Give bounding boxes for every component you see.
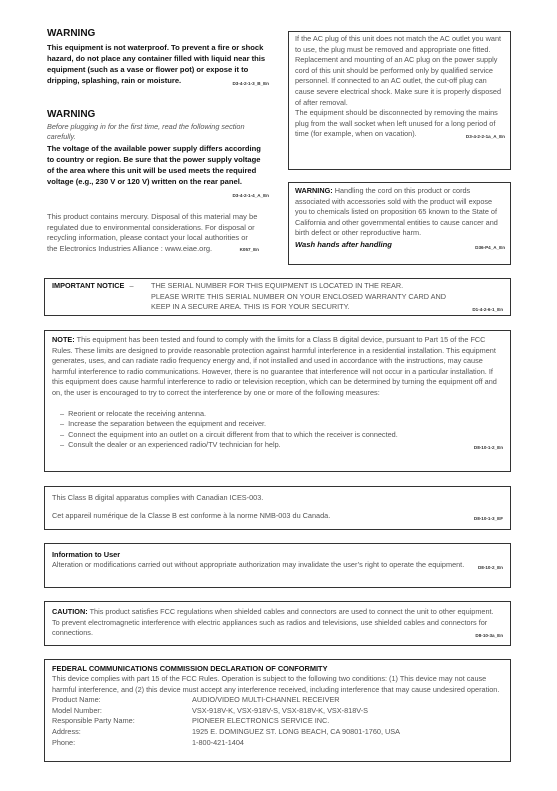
notice-line: THE SERIAL NUMBER FOR THIS EQUIPMENT IS LOCATED IN THE REAR. bbox=[151, 281, 404, 290]
doc-code: D8-10-1-3_EF bbox=[473, 516, 503, 522]
doc-code: D3-4-2-1-3_B_En bbox=[232, 81, 269, 86]
notice-dash: – bbox=[129, 281, 134, 290]
info-user-text: Alteration or modifications carried out without appropriate authorization may invalidate the user’s right to operate the equipment. D8-10-2_En bbox=[52, 560, 503, 571]
row-label: Phone: bbox=[52, 737, 76, 747]
notice-label-wrap bbox=[52, 281, 151, 316]
cord-warning-box bbox=[288, 182, 511, 265]
row-label: Address: bbox=[52, 726, 81, 736]
fcc-declaration-box bbox=[44, 659, 511, 762]
row-value: AUDIO/VIDEO MULTI-CHANNEL RECEIVER bbox=[192, 695, 340, 705]
doc-code: D1-4-2-6-1_En bbox=[472, 307, 503, 313]
doc-code: D3-4-2-2-1a_A_En bbox=[465, 134, 505, 140]
caution-box bbox=[44, 601, 511, 646]
list-item: – Consult the dealer or an experienced radio/TV technician for help. D8-10-1-2_En bbox=[60, 440, 503, 451]
caution-text: CAUTION: This product satisfies FCC regulations when shielded cables and connectors are used to connect the unit to other equipment. To prevent electromagnetic interference with electric appliances such as radios and televisions, use shielded cables and connectors for connections. D8-10-3a_En bbox=[52, 607, 503, 639]
doc-code: K057_En bbox=[239, 246, 259, 252]
caution-label: CAUTION: bbox=[52, 607, 88, 616]
doc-code: D8-10-2_En bbox=[477, 565, 503, 570]
doc-code: D8-10-3a_En bbox=[475, 633, 503, 639]
list-item: – Connect the equipment into an outlet on a circuit different from that to which the receiver is connected. bbox=[60, 430, 503, 441]
row-label: Product Name: bbox=[52, 695, 101, 705]
warning-waterproof-text: This equipment is not waterproof. To prevent a fire or shock hazard, do not place any container filled with liquid near this equipment (such as a vase or flower pot) or expose it to dripping, splashing, rain or moisture. D3-4-2-1-3_B_En bbox=[47, 42, 269, 86]
warning-waterproof-section bbox=[47, 28, 269, 89]
row-value: 1925 E. DOMINGUEZ ST. LONG BEACH, CA 90801-1760, USA bbox=[192, 726, 401, 736]
ac-plug-box bbox=[288, 31, 511, 170]
doc-code: D8-10-1-2_En bbox=[473, 445, 503, 451]
fcc-measures-list bbox=[52, 409, 503, 451]
fcc-note-label: NOTE: bbox=[52, 335, 75, 344]
warning-title: WARNING bbox=[47, 28, 96, 39]
table-row bbox=[52, 727, 503, 738]
row-value: PIONEER ELECTRONICS SERVICE INC. bbox=[192, 716, 330, 726]
canada-fr: Cet appareil numérique de la Classe B est conforme à la norme NMB-003 du Canada. D8-10-1-3_EF bbox=[52, 511, 503, 521]
important-notice-box bbox=[44, 278, 511, 316]
mercury-notice: This product contains mercury. Disposal of this material may be regulated due to environmental considerations. For disposal or recycling information, please contact your local authorities or the Electronics Industries Alliance : www.eiae.org. K057_En bbox=[47, 212, 259, 255]
canada-box bbox=[44, 486, 511, 530]
doc-code: D36-P4_A_En bbox=[475, 244, 505, 250]
table-row bbox=[52, 706, 503, 717]
notice-lines bbox=[151, 281, 503, 316]
wash-hands-line: Wash hands after handling D36-P4_A_En bbox=[295, 239, 505, 250]
cord-warning-label: WARNING: bbox=[295, 186, 333, 195]
notice-line: KEEP IN A SECURE AREA. THIS IS FOR YOUR SECURITY. D1-4-2-6-1_En bbox=[151, 302, 503, 313]
list-item: – Reorient or relocate the receiving antenna. bbox=[60, 409, 503, 420]
row-label: Responsible Party Name: bbox=[52, 716, 135, 726]
warning-voltage-intro: Before plugging in for the first time, read the following section carefully. bbox=[47, 122, 245, 142]
cord-warning-text: WARNING: Handling the cord on this product or cords associated with accessories sold with the product will expose you to chemicals listed on proposition 65 known to the State of California and other governmental entities to cause cancer and birth defect or other reproductive harm. bbox=[295, 186, 498, 238]
ac-plug-text: If the AC plug of this unit does not match the AC outlet you want to use, the plug must be removed and appropriate one fitted. Replacement and mounting of an AC plug on the power supply cord of this unit should be performed only by qualified service personnel. If connected to an AC outlet, the cut-off plug can cause severe electrical shock. Make sure it is properly disposed of after removal. bbox=[295, 34, 502, 107]
warning-voltage-section bbox=[47, 109, 269, 201]
fcc-declaration-table bbox=[52, 695, 503, 748]
doc-code: D3-4-2-1-4_A_En bbox=[232, 192, 269, 198]
list-item: – Increase the separation between the equipment and receiver. bbox=[60, 419, 503, 430]
fcc-declaration-text: This device complies with part 15 of the FCC Rules. Operation is subject to the following two conditions: (1) This device may not cause harmful interference, and (2) this device must accept any interference received, including interference that may cause undesired operation. bbox=[52, 674, 500, 694]
info-user-title: Information to User bbox=[52, 550, 121, 559]
fcc-note-text: NOTE: This equipment has been tested and found to comply with the limits for a Class B digital device, pursuant to Part 15 of the FCC Rules. These limits are designed to provide reasonable protection against harmful interference in a residential installation. This equipment generates, uses, and can radiate radio frequency energy and, if not installed and used in accordance with the instructions, may cause harmful interference to radio communications. However, there is no guarantee that interference will not occur in a particular installation. If this equipment does cause harmful interference to radio or television reception, which can be determined by turning the equipment off and on, the user is encouraged to try to correct the interference by one or more of the following measures: bbox=[52, 335, 497, 397]
notice-label: IMPORTANT NOTICE bbox=[52, 281, 125, 290]
table-row bbox=[52, 738, 503, 749]
notice-row bbox=[52, 281, 503, 316]
row-value: VSX-918V-K, VSX-918V-S, VSX-818V-K, VSX-818V-S bbox=[192, 705, 369, 715]
info-user-box bbox=[44, 543, 511, 588]
row-value: 1-800-421-1404 bbox=[192, 737, 244, 747]
fcc-declaration-title: FEDERAL COMMUNICATIONS COMMISSION DECLARATION OF CONFORMITY bbox=[52, 664, 328, 673]
warning-title: WARNING bbox=[47, 109, 96, 120]
canada-en: This Class B digital apparatus complies with Canadian ICES-003. bbox=[52, 493, 264, 502]
row-label: Model Number: bbox=[52, 705, 102, 715]
warning-voltage-text: The voltage of the available power supply differs according to country or region. Be sure that the power supply voltage of the area where this unit will be used meets the required voltage (e.g., 230 V or 120 V) written on the rear panel. D3-4-2-1-4_A_En bbox=[47, 143, 269, 187]
notice-line: PLEASE WRITE THIS SERIAL NUMBER ON YOUR ENCLOSED WARRANTY CARD AND bbox=[151, 291, 447, 301]
table-row bbox=[52, 695, 503, 706]
fcc-note-box bbox=[44, 330, 511, 472]
ac-plug-text-2: The equipment should be disconnected by removing the mains plug from the wall socket when left unused for a long period of time (for example, when on vacation). D3-4-2-2-1a_A_En bbox=[295, 108, 505, 140]
table-row bbox=[52, 716, 503, 727]
